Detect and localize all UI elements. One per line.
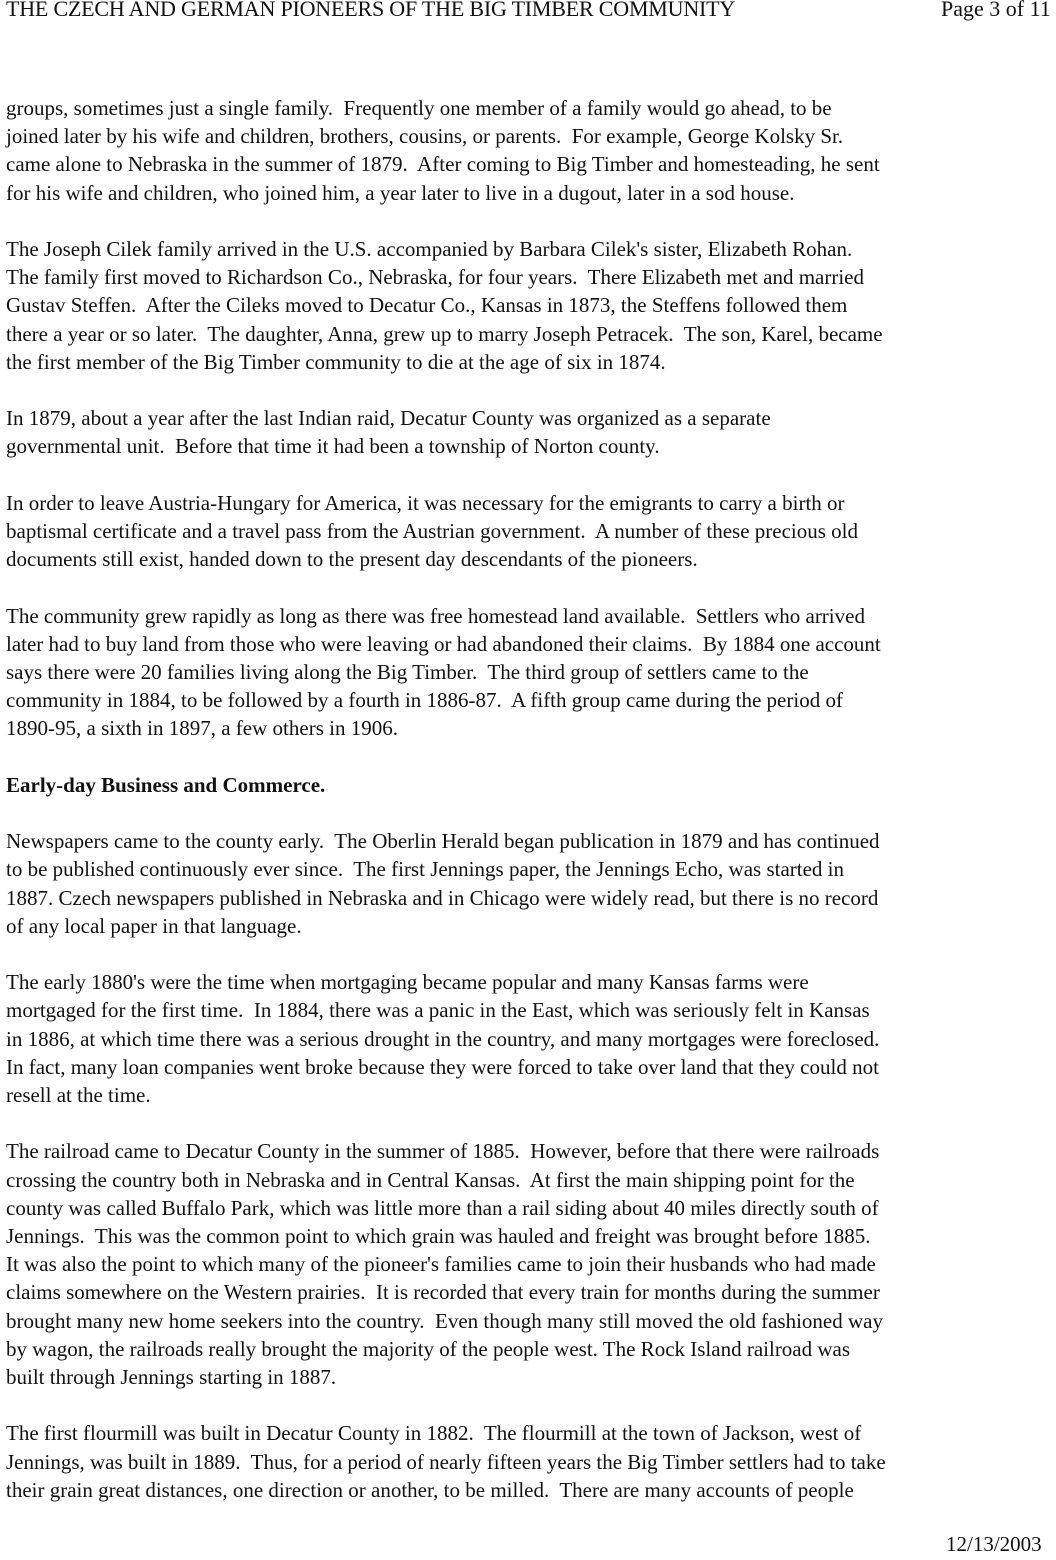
text-line: In 1879, about a year after the last Indian raid, Decatur County was organized as a separate <box>6 406 771 431</box>
paragraph <box>6 827 1056 940</box>
text-line: Jennings. This was the common point to which grain was hauled and freight was brought before 1885. <box>6 1224 871 1248</box>
document-title: THE CZECH AND GERMAN PIONEERS OF THE BIG TIMBER COMMUNITY <box>6 0 736 21</box>
text-line: crossing the country both in Nebraska and in Central Kansas. At first the main shipping point for the <box>6 1167 855 1192</box>
text-line: community in 1884, to be followed by a fourth in 1886-87. A fifth group came during the period of <box>6 688 843 713</box>
text-line: groups, sometimes just a single family. Frequently one member of a family would go ahead, to be <box>6 96 832 120</box>
paragraph <box>6 1419 1056 1504</box>
text-line: the first member of the Big Timber community to die at the age of six in 1874. <box>6 349 666 374</box>
text-line: to be published continuously ever since. The first Jennings paper, the Jennings Echo, was started in <box>6 857 845 882</box>
text-line: claims somewhere on the Western prairies. It is recorded that every train for months during the summer <box>6 1280 880 1305</box>
text-line: governmental unit. Before that time it had been a township of Norton county. <box>6 434 660 459</box>
paragraph <box>6 489 1056 574</box>
text-line: baptismal certificate and a travel pass from the Austrian government. A number of these precious old <box>6 519 858 543</box>
text-line: The Joseph Cilek family arrived in the U.S. accompanied by Barbara Cilek's sister, Elizabeth Rohan. <box>6 237 853 261</box>
paragraph <box>6 404 1056 460</box>
text-line: there a year or so later. The daughter, Anna, grew up to marry Joseph Petracek. The son, Karel, became <box>6 321 883 346</box>
text-line: came alone to Nebraska in the summer of 1879. After coming to Big Timber and homesteading, he sent <box>6 152 880 177</box>
paragraph <box>6 94 1056 207</box>
text-line: by wagon, the railroads really brought the majority of the people west. The Rock Island railroad was <box>6 1336 851 1361</box>
text-line: The early 1880's were the time when mortgaging became popular and many Kansas farms were <box>6 970 809 995</box>
page-header <box>6 0 1056 24</box>
text-line: Gustav Steffen. After the Cileks moved to Decatur Co., Kansas in 1873, the Steffens followed them <box>6 293 848 318</box>
paragraph <box>6 1137 1056 1391</box>
paragraph <box>6 968 1056 1109</box>
paragraph <box>6 602 1056 743</box>
text-line: The first flourmill was built in Decatur County in 1882. The flourmill at the town of Jackson, west of <box>6 1421 862 1446</box>
text-line: resell at the time. <box>6 1083 151 1107</box>
paragraph <box>6 235 1056 376</box>
text-line: In fact, many loan companies went broke because they were forced to take over land that they could not <box>6 1054 879 1079</box>
text-line: In order to leave Austria-Hungary for America, it was necessary for the emigrants to carry a birth or <box>6 490 845 515</box>
paragraphs-before-heading <box>6 94 1056 743</box>
text-line: Jennings, was built in 1889. Thus, for a period of nearly fifteen years the Big Timber settlers had to take <box>6 1449 886 1474</box>
text-line: brought many new home seekers into the country. Even though many still moved the old fashioned way <box>6 1308 883 1333</box>
text-line: county was called Buffalo Park, which was little more than a rail siding about 40 miles directly south of <box>6 1195 879 1220</box>
text-line: The railroad came to Decatur County in the summer of 1885. However, before that there were railroads <box>6 1139 880 1164</box>
text-line: 1887. Czech newspapers published in Nebraska and in Chicago were widely read, but there is no record <box>6 885 879 910</box>
text-line: It was also the point to which many of the pioneer's families came to join their husbands who had made <box>6 1252 876 1277</box>
text-line: later had to buy land from those who were leaving or had abandoned their claims. By 1884 one account <box>6 631 881 656</box>
text-line: Newspapers came to the county early. The Oberlin Herald began publication in 1879 and has continued <box>6 829 880 854</box>
text-line: joined later by his wife and children, brothers, cousins, or parents. For example, George Kolsky Sr. <box>6 124 844 149</box>
footer-date: 12/13/2003 <box>946 1532 1042 1556</box>
text-line: of any local paper in that language. <box>6 913 302 938</box>
text-line: The community grew rapidly as long as there was free homestead land available. Settlers who arrived <box>6 603 865 628</box>
section-heading: Early-day Business and Commerce. <box>6 772 326 797</box>
text-line: 1890-95, a sixth in 1897, a few others in 1906. <box>6 716 398 741</box>
text-line: built through Jennings starting in 1887. <box>6 1365 337 1390</box>
document-body <box>6 94 1056 1532</box>
text-line: The family first moved to Richardson Co., Nebraska, for four years. There Elizabeth met and married <box>6 265 864 290</box>
page-number: Page 3 of 11 <box>941 0 1051 21</box>
text-line: mortgaged for the first time. In 1884, there was a panic in the East, which was seriously felt in Kansas <box>6 998 870 1023</box>
text-line: for his wife and children, who joined him, a year later to live in a dugout, later in a sod house. <box>6 180 795 205</box>
text-line: in 1886, at which time there was a serious drought in the country, and many mortgages were foreclosed. <box>6 1026 880 1051</box>
text-line: their grain great distances, one direction or another, to be milled. There are many accounts of people <box>6 1477 854 1502</box>
text-line: says there were 20 families living along the Big Timber. The third group of settlers came to the <box>6 660 809 684</box>
paragraphs-after-heading <box>6 827 1056 1504</box>
text-line: documents still exist, handed down to the present day descendants of the pioneers. <box>6 547 698 572</box>
